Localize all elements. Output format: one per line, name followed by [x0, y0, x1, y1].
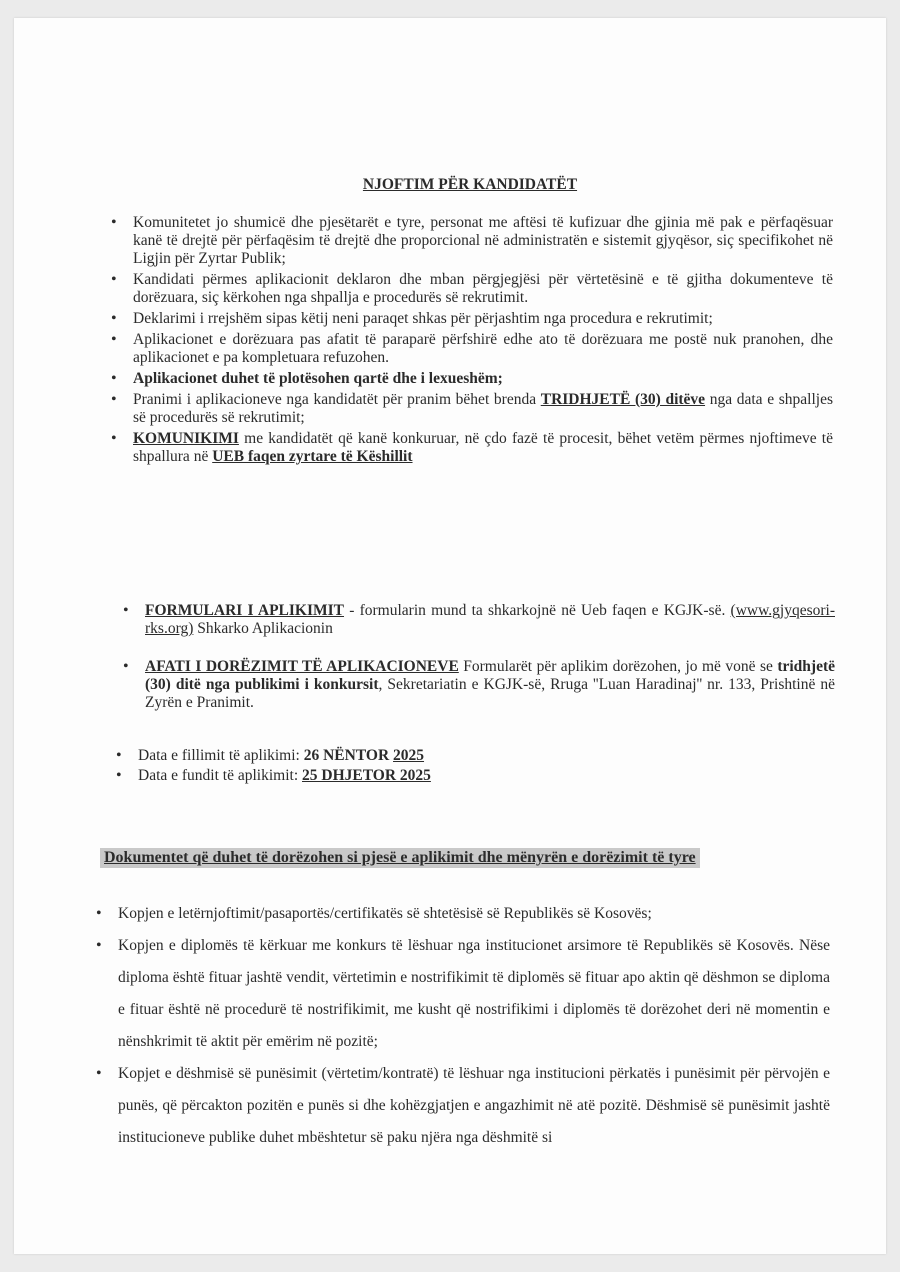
list-item: • Kopjet e dëshmisë së punësimit (vërtetim/kontratë) të lëshuar nga institucioni përkatës i punësimit për përvojën e punës, që përcakton pozitën e punës si dhe kohëzgjatjen e angazhimit në atë pozitë. Dëshmisë së punësimit jashtë institucioneve publike duhet mbështetur së paku njëra nga dëshmitë si — [118, 1058, 830, 1154]
bullet-icon: • — [111, 430, 117, 447]
list-item: • Pranimi i aplikacioneve nga kandidatët për pranim bëhet brenda TRIDHJETË (30) ditëve nga data e shpalljes së procedurës së rekrutimit; — [111, 391, 833, 426]
download-application-link[interactable]: Shkarko Aplikacionin — [193, 620, 333, 637]
list-item: • Aplikacionet e dorëzuara pas afatit të paraparë përfshirë edhe ato të dorëzuara me postë nuk pranohen, dhe aplikacionet e pa kompletuara refuzohen. — [111, 331, 833, 366]
list-item: • Kopjen e letërnjoftimit/pasaportës/certifikatës së shtetësisë së Republikës së Kosovës; — [118, 898, 830, 930]
page-title: NJOFTIM PËR KANDIDATËT — [362, 176, 578, 193]
bullet-icon: • — [96, 1065, 102, 1082]
start-date: • Data e fillimit të aplikimi: 26 NËNTOR 2025 — [116, 747, 425, 764]
bullet-icon: • — [123, 602, 129, 619]
list-item: • Komunitetet jo shumicë dhe pjesëtarët e tyre, personat me aftësi të kufizuar dhe gjinia më pak e përfaqësuar kanë të drejtë për përfaqësim të drejtë dhe proporcional në administratën e sistemit gjyqësor, siç specifikohet në Ligjin për Zyrtar Publik; — [111, 214, 833, 267]
list-item: • KOMUNIKIMI me kandidatët që kanë konkuruar, në çdo fazë të procesit, bëhet vetëm përmes njoftimeve të shpallura në UEB faqen zyrtare të Këshillit — [111, 430, 833, 465]
deadline-item: • AFATI I DORËZIMIT TË APLIKACIONEVE Formularët për aplikim dorëzohen, jo më vonë se tridhjetë (30) ditë nga publikimi i konkursit, Sekretariatin e KGJK-së, Rruga ''Luan Haradinaj'' nr. 133, Prishtinë në Zyrën e Pranimit. — [123, 658, 835, 711]
documents-list — [96, 898, 830, 1154]
council-website-link[interactable]: UEB faqen zyrtare të Këshillit — [212, 448, 413, 465]
bullet-icon: • — [111, 331, 117, 348]
bullet-icon: • — [96, 937, 102, 954]
website-link[interactable]: (www.gjyqesori-rks.org) — [145, 602, 835, 637]
list-item: • Kandidati përmes aplikacionit deklaron dhe mban përgjegjësi për vërtetësinë e të gjitha dokumenteve të dorëzuara, siç kërkohen nga shpallja e procedurës së rekrutimit. — [111, 271, 833, 306]
notices-list — [111, 214, 833, 469]
bullet-icon: • — [111, 310, 117, 327]
bullet-icon: • — [111, 370, 117, 387]
form-item: • FORMULARI I APLIKIMIT - formularin mund ta shkarkojnë në Ueb faqen e KGJK-së. (www.gjyqesori-rks.org) Shkarko Aplikacionin — [123, 602, 835, 637]
documents-heading: Dokumentet që duhet të dorëzohen si pjesë e aplikimit dhe mënyrën e dorëzimit të tyre — [100, 848, 700, 868]
application-info-list — [123, 602, 835, 732]
list-item: • Kopjen e diplomës të kërkuar me konkurs të lëshuar nga institucionet arsimore të Republikës së Kosovës. Nëse diploma është fituar jashtë vendit, vërtetimin e nostrifikimit të diplomës së fituar apo aktin që dëshmon se diploma e fituar është në procedurë të nostrifikimit, me kusht që nostrifikimi i diplomës të dorëzohet deri në momentin e nënshkrimit të aktit për emërim në pozitë; — [118, 930, 830, 1058]
end-date: • Data e fundit të aplikimit: 25 DHJETOR 2025 — [116, 767, 431, 784]
list-item: • Deklarimi i rrejshëm sipas këtij neni paraqet shkas për përjashtim nga procedura e rekrutimit; — [111, 310, 713, 327]
bullet-icon: • — [123, 658, 129, 675]
bullet-icon: • — [111, 391, 117, 408]
bullet-icon: • — [116, 767, 122, 784]
bullet-icon: • — [96, 905, 102, 922]
bullet-icon: • — [116, 747, 122, 764]
dates-list — [116, 746, 738, 786]
list-item: • Aplikacionet duhet të plotësohen qartë dhe i lexueshëm; — [111, 370, 503, 387]
bullet-icon: • — [111, 271, 117, 288]
bullet-icon: • — [111, 214, 117, 231]
